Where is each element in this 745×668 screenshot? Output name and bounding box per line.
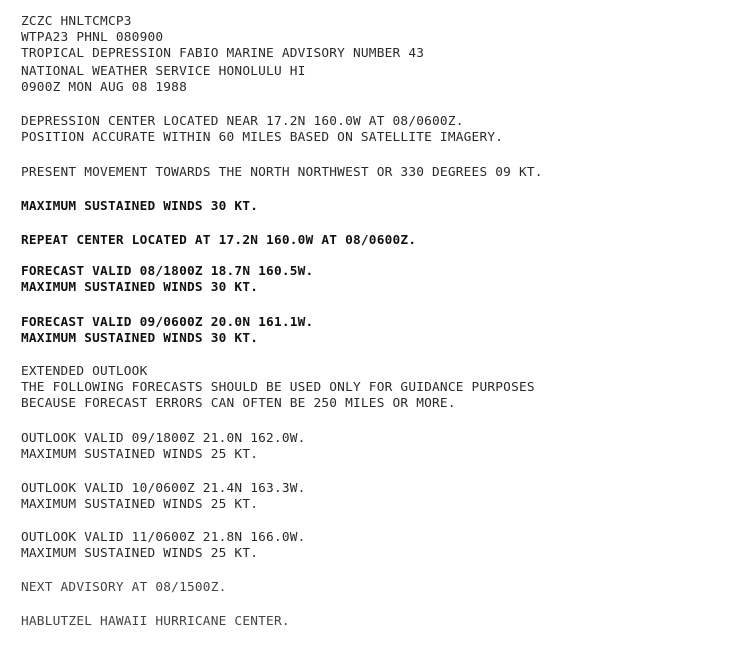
center-location: DEPRESSION CENTER LOCATED NEAR 17.2N 160.0W AT 08/0600Z.: [21, 114, 464, 129]
outlook-winds-3: MAXIMUM SUSTAINED WINDS 25 KT.: [21, 546, 259, 561]
outlook-valid-3: OUTLOOK VALID 11/0600Z 21.8N 166.0W.: [21, 530, 306, 545]
forecast-winds-1: MAXIMUM SUSTAINED WINDS 30 KT.: [21, 280, 259, 295]
outlook-winds-2: MAXIMUM SUSTAINED WINDS 25 KT.: [21, 497, 259, 512]
issuing-office: NATIONAL WEATHER SERVICE HONOLULU HI: [21, 64, 306, 79]
maximum-winds: MAXIMUM SUSTAINED WINDS 30 KT.: [21, 199, 259, 214]
extended-outlook-line-1: THE FOLLOWING FORECASTS SHOULD BE USED ONLY FOR GUIDANCE PURPOSES: [21, 380, 535, 395]
present-movement: PRESENT MOVEMENT TOWARDS THE NORTH NORTHWEST OR 330 DEGREES 09 KT.: [21, 165, 543, 180]
extended-outlook-title: EXTENDED OUTLOOK: [21, 364, 148, 379]
advisory-title: TROPICAL DEPRESSION FABIO MARINE ADVISORY NUMBER 43: [21, 46, 425, 61]
header-line-2: WTPA23 PHNL 080900: [21, 30, 164, 45]
forecast-winds-2: MAXIMUM SUSTAINED WINDS 30 KT.: [21, 331, 259, 346]
forecast-valid-2: FORECAST VALID 09/0600Z 20.0N 161.1W.: [21, 315, 314, 330]
outlook-valid-2: OUTLOOK VALID 10/0600Z 21.4N 163.3W.: [21, 481, 306, 496]
signature: HABLUTZEL HAWAII HURRICANE CENTER.: [21, 614, 290, 629]
outlook-valid-1: OUTLOOK VALID 09/1800Z 21.0N 162.0W.: [21, 431, 306, 446]
forecast-valid-1: FORECAST VALID 08/1800Z 18.7N 160.5W.: [21, 264, 314, 279]
outlook-winds-1: MAXIMUM SUSTAINED WINDS 25 KT.: [21, 447, 259, 462]
position-accuracy: POSITION ACCURATE WITHIN 60 MILES BASED ON SATELLITE IMAGERY.: [21, 130, 504, 145]
issue-time: 0900Z MON AUG 08 1988: [21, 80, 187, 95]
extended-outlook-line-2: BECAUSE FORECAST ERRORS CAN OFTEN BE 250 MILES OR MORE.: [21, 396, 456, 411]
repeat-center: REPEAT CENTER LOCATED AT 17.2N 160.0W AT 08/0600Z.: [21, 233, 417, 248]
header-line-1: ZCZC HNLTCMCP3: [21, 14, 132, 29]
next-advisory: NEXT ADVISORY AT 08/1500Z.: [21, 580, 227, 595]
